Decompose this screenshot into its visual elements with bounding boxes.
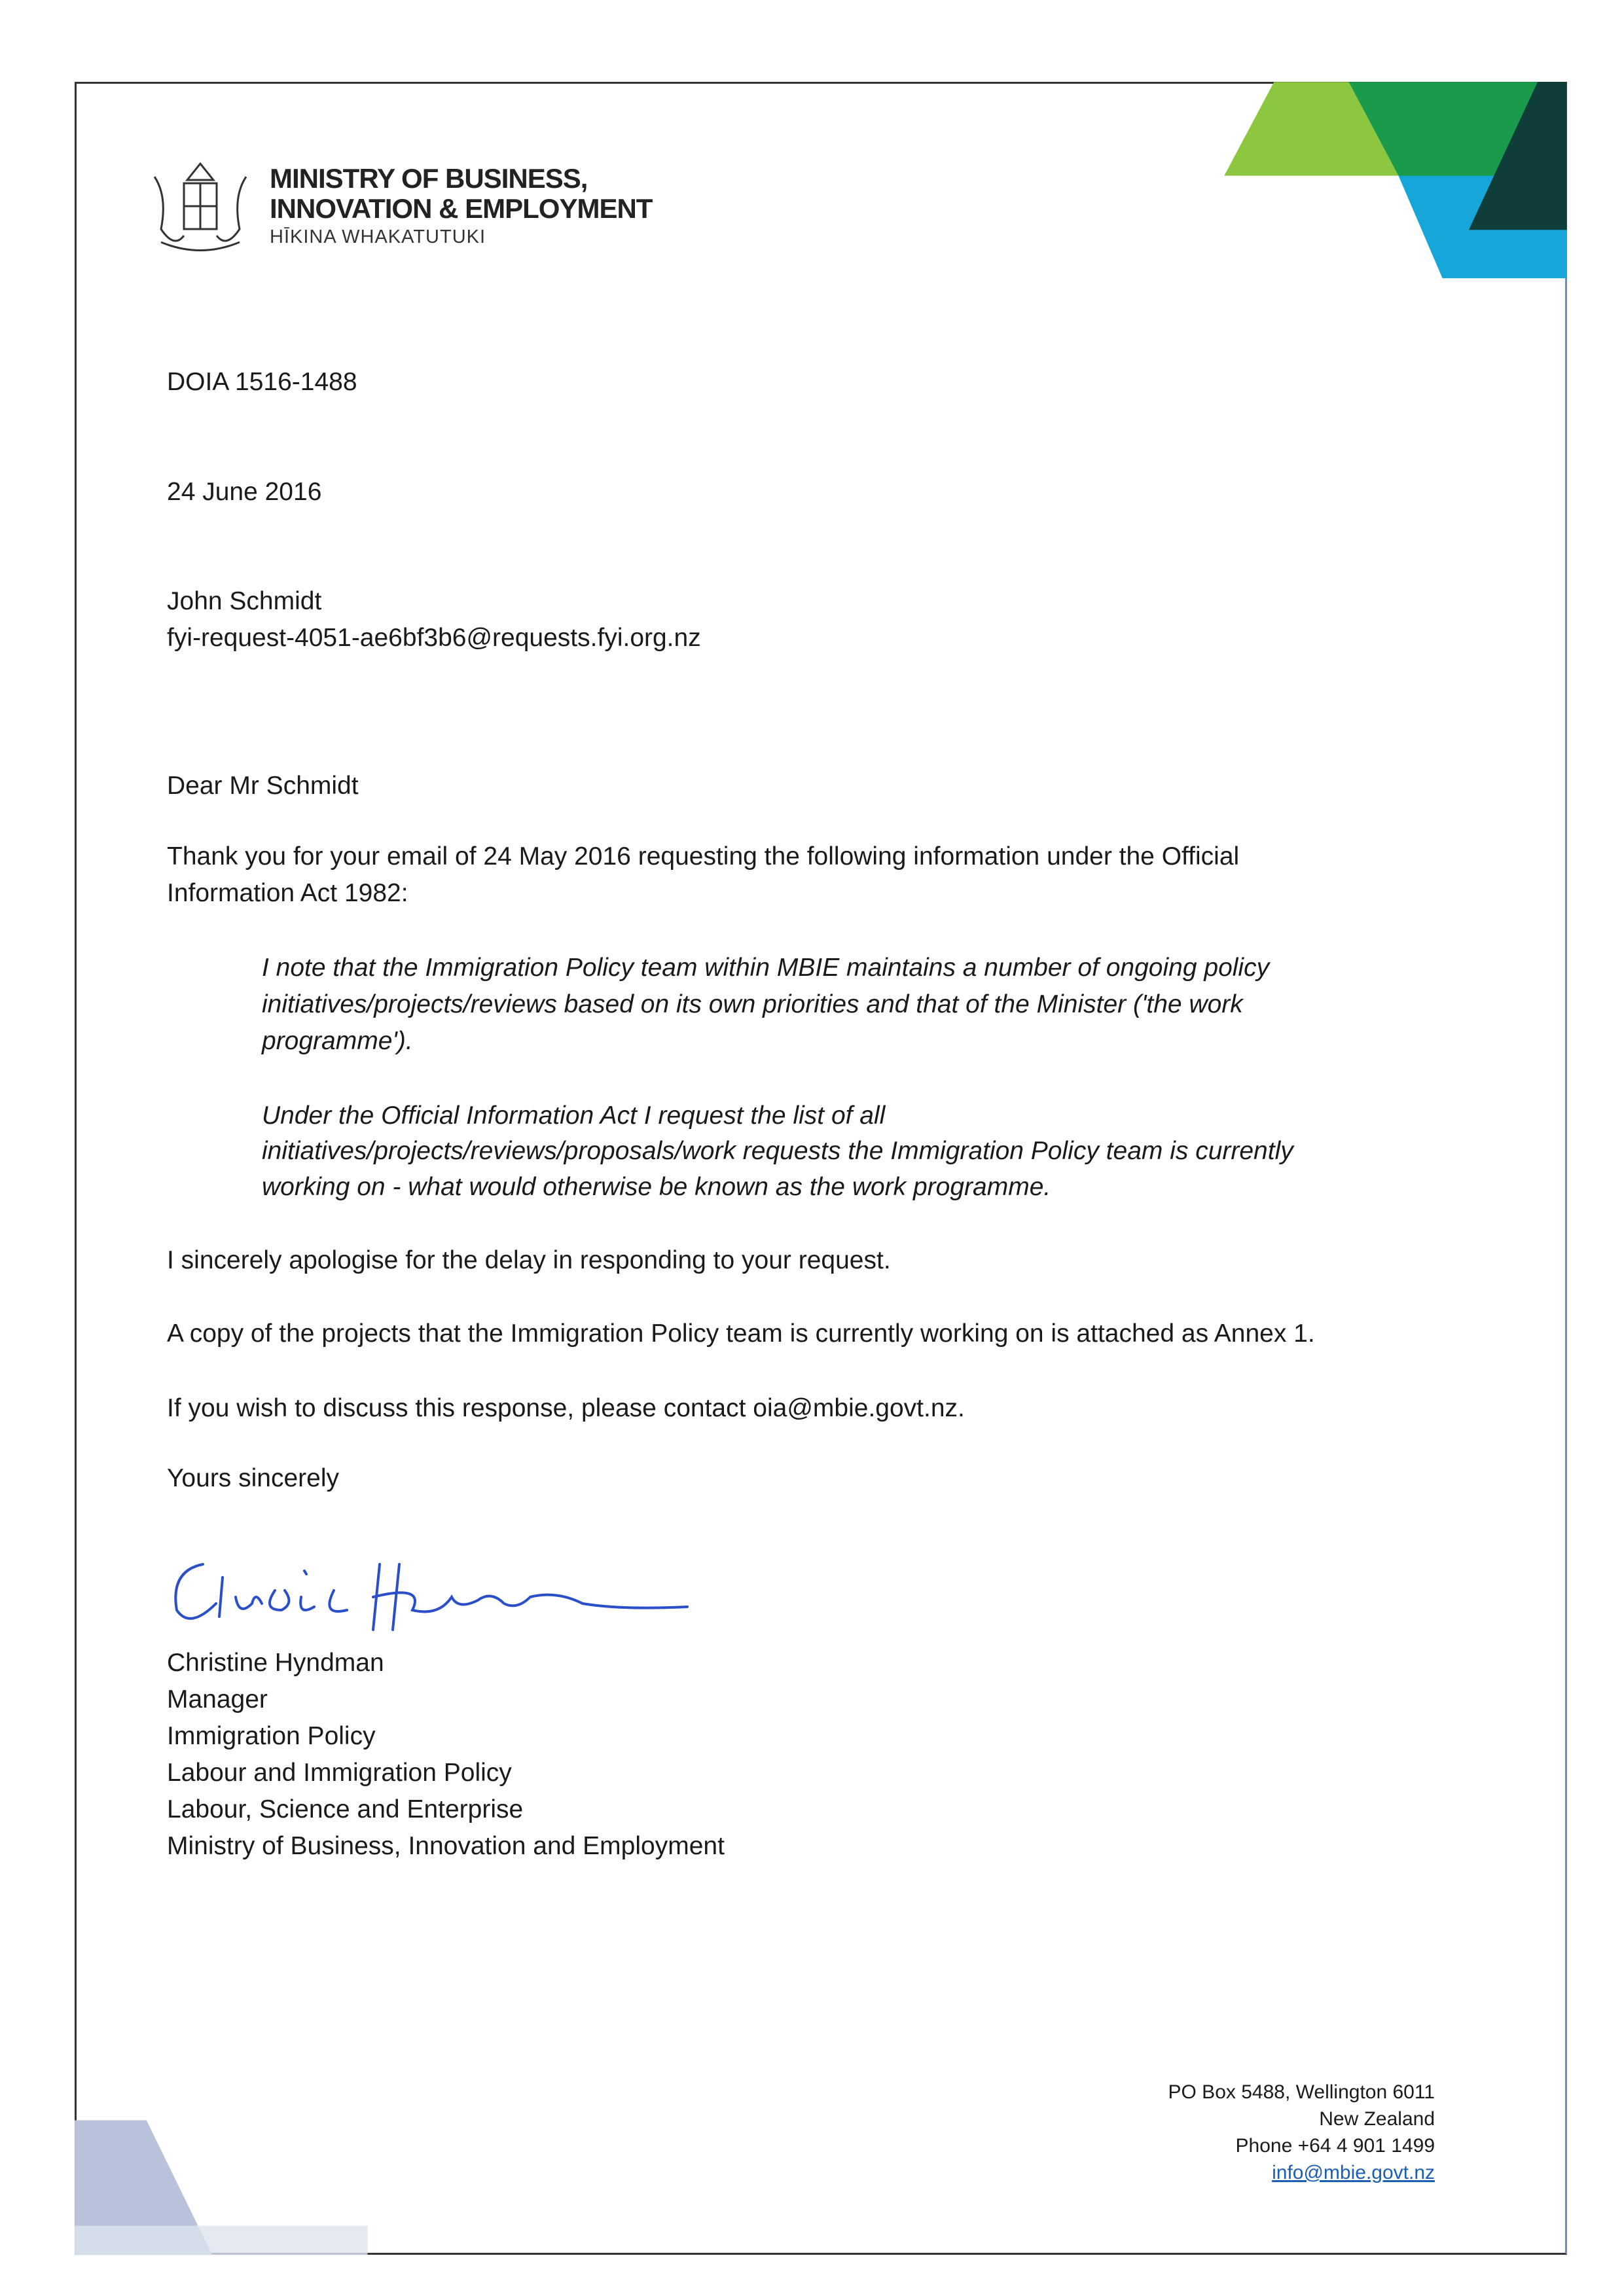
- footer-contact: [1168, 2079, 1435, 2186]
- org-logo: [270, 164, 652, 250]
- reference-number: DOIA 1516-1488: [167, 368, 357, 396]
- salutation: Dear Mr Schmidt: [167, 772, 359, 800]
- quote2-line: Under the Official Information Act I request the list of all: [262, 1102, 886, 1130]
- letter-date: 24 June 2016: [167, 478, 322, 506]
- quote1-line: initiatives/projects/reviews based on its own priorities and that of the Minister ('the work: [262, 990, 1243, 1018]
- org-name-maori: HĪKINA WHAKATUTUKI: [270, 226, 486, 247]
- signatory-branch: Labour and Immigration Policy: [167, 1759, 512, 1787]
- quote2-line: initiatives/projects/reviews/proposals/work requests the Immigration Policy team is currently: [262, 1137, 1293, 1165]
- quote1-line: programme').: [262, 1027, 413, 1055]
- recipient-name: John Schmidt: [167, 587, 322, 615]
- handwritten-signature: [164, 1545, 700, 1636]
- closing: Yours sincerely: [167, 1464, 340, 1492]
- footer-email-link[interactable]: info@mbie.govt.nz: [1272, 2162, 1435, 2183]
- footer-phone: Phone +64 4 901 1499: [1235, 2135, 1435, 2157]
- intro-line-1: Thank you for your email of 24 May 2016 requesting the following information under the Official: [167, 842, 1240, 870]
- quote2-line: working on - what would otherwise be known as the work programme.: [262, 1173, 1051, 1201]
- quote1-line: I note that the Immigration Policy team within MBIE maintains a number of ongoing policy: [262, 954, 1270, 982]
- nz-coat-of-arms-icon: [148, 157, 253, 259]
- apology-paragraph: I sincerely apologise for the delay in responding to your request.: [167, 1246, 891, 1274]
- footer-address: PO Box 5488, Wellington 6011: [1168, 2081, 1435, 2103]
- signatory-group: Labour, Science and Enterprise: [167, 1795, 524, 1823]
- org-name-line2: INNOVATION & EMPLOYMENT: [270, 193, 653, 224]
- signatory-title: Manager: [167, 1685, 268, 1713]
- signatory-name: Christine Hyndman: [167, 1649, 384, 1677]
- annex-paragraph: A copy of the projects that the Immigration Policy team is currently working on is attached as Annex 1.: [167, 1319, 1315, 1348]
- intro-line-2: Information Act 1982:: [167, 879, 408, 907]
- signatory-org: Ministry of Business, Innovation and Employment: [167, 1832, 725, 1860]
- footer-country: New Zealand: [1319, 2108, 1435, 2130]
- contact-paragraph: If you wish to discuss this response, please contact oia@mbie.govt.nz.: [167, 1394, 965, 1422]
- org-name-line1: MINISTRY OF BUSINESS,: [270, 163, 588, 194]
- signatory-team: Immigration Policy: [167, 1722, 376, 1750]
- recipient-email: fyi-request-4051-ae6bf3b6@requests.fyi.org.nz: [167, 624, 701, 652]
